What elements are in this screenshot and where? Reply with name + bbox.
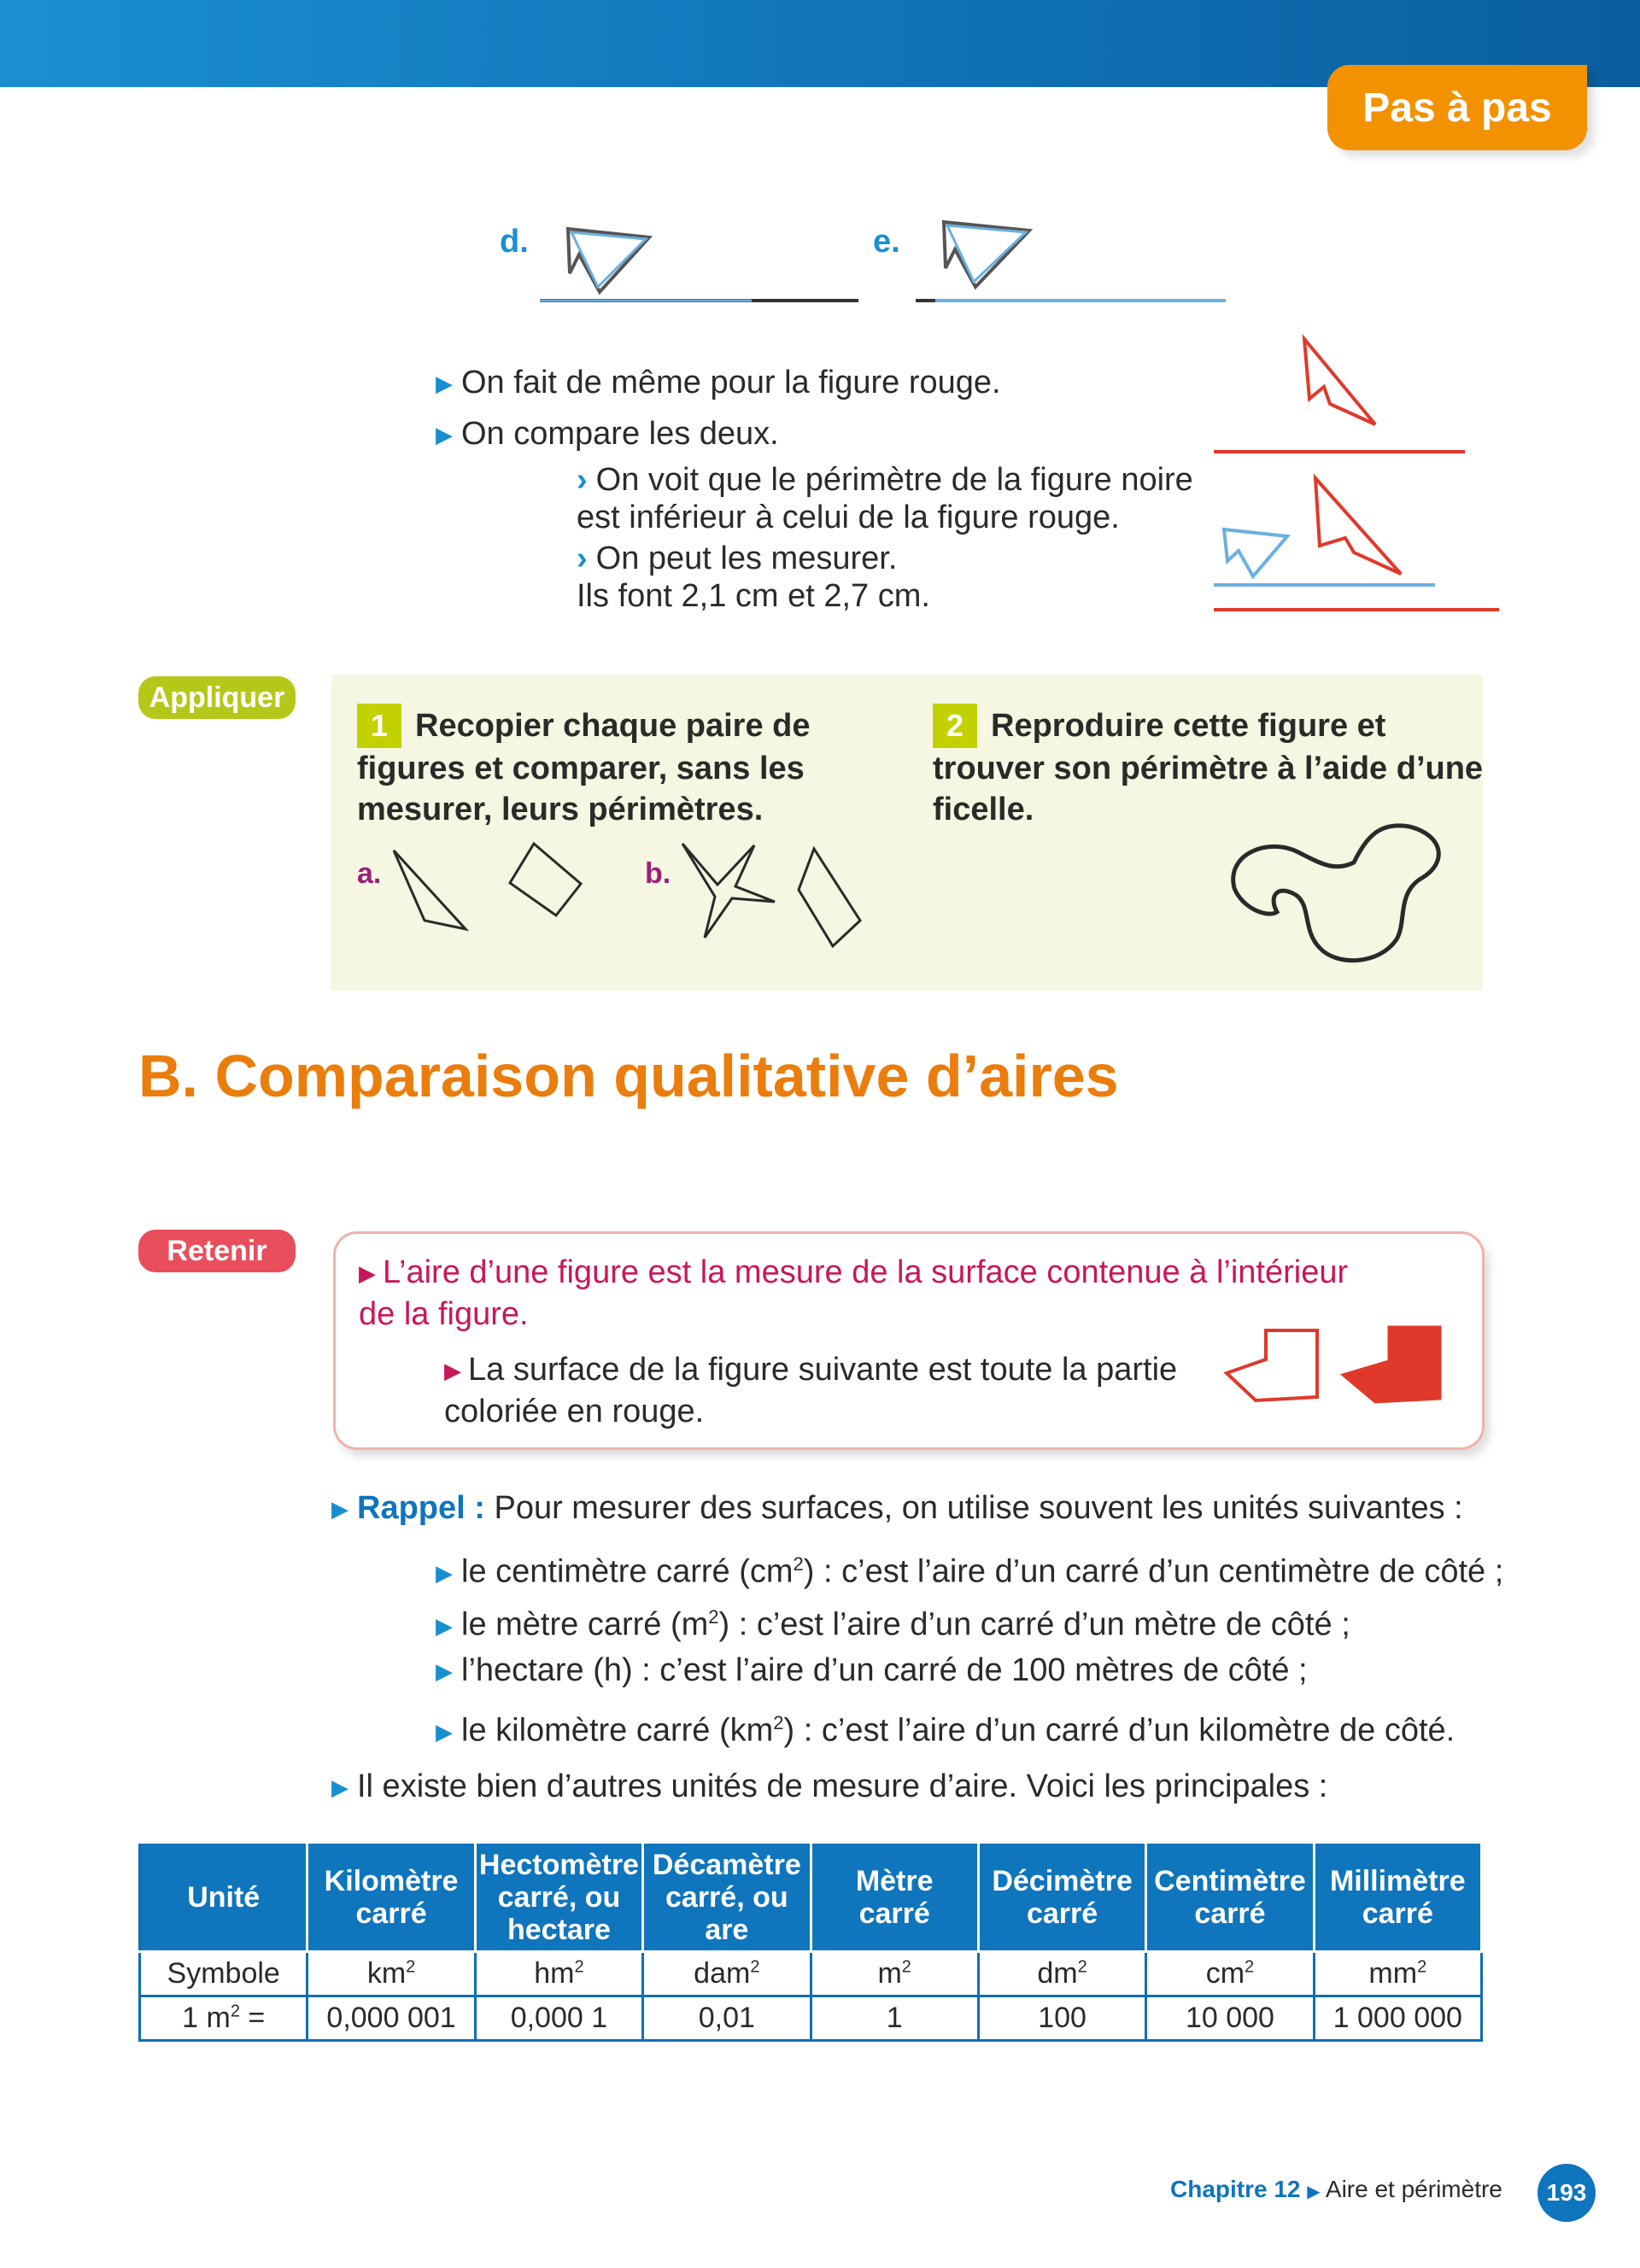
table-header-cell: Centimètre carré xyxy=(1146,1843,1314,1952)
exercise-1-label-a: a. xyxy=(357,857,382,890)
page-number: 193 xyxy=(1538,2164,1596,2222)
bullet-arrow-icon: ▶ xyxy=(436,1658,453,1684)
exercise-1-shapes-a xyxy=(389,837,594,935)
step-sub-2: › On peut les mesurer. Ils font 2,1 cm et 2,7 cm. xyxy=(577,541,930,614)
rappel-other: ▶ Il existe bien d’autres unités de mesure d’aire. Voici les principales : xyxy=(331,1768,1328,1804)
table-header-cell: Unité xyxy=(140,1843,308,1952)
table-row xyxy=(140,1952,1482,1996)
table-cell: 100 xyxy=(978,1996,1145,2041)
table-cell: 1 $m^2$ = xyxy=(140,1996,308,2041)
bullet-arrow-icon: ▶ xyxy=(436,1612,453,1639)
chevron-right-icon: › xyxy=(577,462,588,498)
table-header-cell: Décamètre carré, ou are xyxy=(643,1843,811,1952)
figure-e-drawing xyxy=(905,213,1247,307)
bullet-arrow-icon: ▶ xyxy=(359,1260,376,1286)
perimeter-comparison-drawing xyxy=(1209,329,1525,619)
rappel-item: ▶ le kilomètre carré $(km^2)$ : c’est l’aire d’un carré d’un kilomètre de côté. xyxy=(436,1712,1456,1749)
pas-a-pas-badge: Pas à pas xyxy=(1327,65,1587,150)
section-title: B. Comparaison qualitative d’aires xyxy=(138,1043,1119,1109)
table-header-cell: Millimètre carré xyxy=(1314,1843,1481,1952)
table-header-row xyxy=(140,1843,1482,1952)
table-header-cell: Mètre carré xyxy=(811,1843,978,1952)
table-cell: $km^2$ xyxy=(308,1952,475,1996)
step-sub-1: › On voit que le périmètre de la figure noire est inférieur à celui de la figure rouge. xyxy=(577,462,1193,535)
retenir-tag: Retenir xyxy=(138,1230,296,1272)
area-units-table xyxy=(138,1841,1483,2042)
figure-d-drawing xyxy=(530,213,871,307)
table-cell: $cm^2$ xyxy=(1146,1952,1314,1996)
table-cell: $hm^2$ xyxy=(475,1952,642,1996)
rappel-item: ▶ l’hectare (h) : c’est l’aire d’un carré de 100 mètres de côté ; xyxy=(436,1652,1308,1688)
footer-chapter: Chapitre 12 ▶ Aire et périmètre xyxy=(1170,2176,1502,2202)
table-cell: $dm^2$ xyxy=(978,1952,1145,1996)
exercise-2: 2 Reproduire cette figure et trouver son périmètre à l’aide d’une ficelle. xyxy=(933,704,1483,830)
exercise-1: 1 Recopier chaque paire de figures et comparer, sans les mesurer, leurs périmètres. xyxy=(357,704,811,830)
bullet-arrow-icon: ▶ xyxy=(444,1358,461,1383)
exercise-1-shapes-b xyxy=(679,837,876,948)
string-shape-drawing xyxy=(1217,811,1448,973)
appliquer-tag: Appliquer xyxy=(138,676,296,719)
retenir-example: ▶ La surface de la figure suivante est toute la partie coloriée en rouge. xyxy=(444,1352,1178,1429)
table-cell: dam$^2$ xyxy=(643,1952,811,1996)
bullet-arrow-icon: ▶ xyxy=(331,1496,348,1522)
step-bullet-2: ▶ On compare les deux. xyxy=(436,416,779,452)
bullet-arrow-icon: ▶ xyxy=(436,1559,453,1586)
step-bullet-1: ▶ On fait de même pour la figure rouge. xyxy=(436,365,1001,400)
bullet-arrow-icon: ▶ xyxy=(436,422,453,447)
table-cell: 1 xyxy=(811,1996,978,2041)
table-cell: 1 000 000 xyxy=(1314,1996,1481,2041)
figure-label-e: e. xyxy=(873,224,900,260)
exercise-number: 1 xyxy=(357,704,401,748)
surface-example-drawing xyxy=(1221,1324,1444,1409)
table-cell: 0,000 001 xyxy=(308,1996,475,2041)
table-header-cell: Kilomètre carré xyxy=(308,1843,475,1952)
bullet-arrow-icon: ▶ xyxy=(331,1774,348,1800)
table-cell: 0,000 1 xyxy=(475,1996,642,2041)
exercise-1-label-b: b. xyxy=(645,857,671,890)
table-cell: 10 000 xyxy=(1146,1996,1314,2041)
rappel-item: ▶ le mètre carré $(m^2)$ : c’est l’aire d’un carré d’un mètre de côté ; xyxy=(436,1606,1350,1643)
table-cell: Symbole xyxy=(140,1952,308,1996)
table-header-cell: Hectomètre carré, ou hectare xyxy=(475,1843,642,1952)
rappel-item: ▶ le centimètre carré $(cm^2)$ : c’est l’aire d’un carré d’un centimètre de côté ; xyxy=(436,1553,1504,1590)
table-header-cell: Décimètre carré xyxy=(978,1843,1145,1952)
table-cell: 0,01 xyxy=(643,1996,811,2041)
exercise-number: 2 xyxy=(933,704,977,748)
table-row xyxy=(140,1996,1482,2041)
bullet-arrow-icon: ▶ xyxy=(436,371,453,396)
table-cell: $m^2$ xyxy=(811,1952,978,1996)
bullet-arrow-icon: ▶ xyxy=(436,1718,453,1745)
retenir-definition: ▶ L’aire d’une figure est la mesure de la surface contenue à l’intérieur de la figure. xyxy=(359,1254,1349,1332)
chevron-right-icon: › xyxy=(577,541,588,576)
figure-label-d: d. xyxy=(500,224,529,260)
table-cell: $mm^2$ xyxy=(1314,1952,1481,1996)
bullet-arrow-icon: ▶ xyxy=(1307,2183,1321,2201)
rappel-intro: ▶ Rappel : Pour mesurer des surfaces, on utilise souvent les unités suivantes : xyxy=(331,1490,1463,1526)
